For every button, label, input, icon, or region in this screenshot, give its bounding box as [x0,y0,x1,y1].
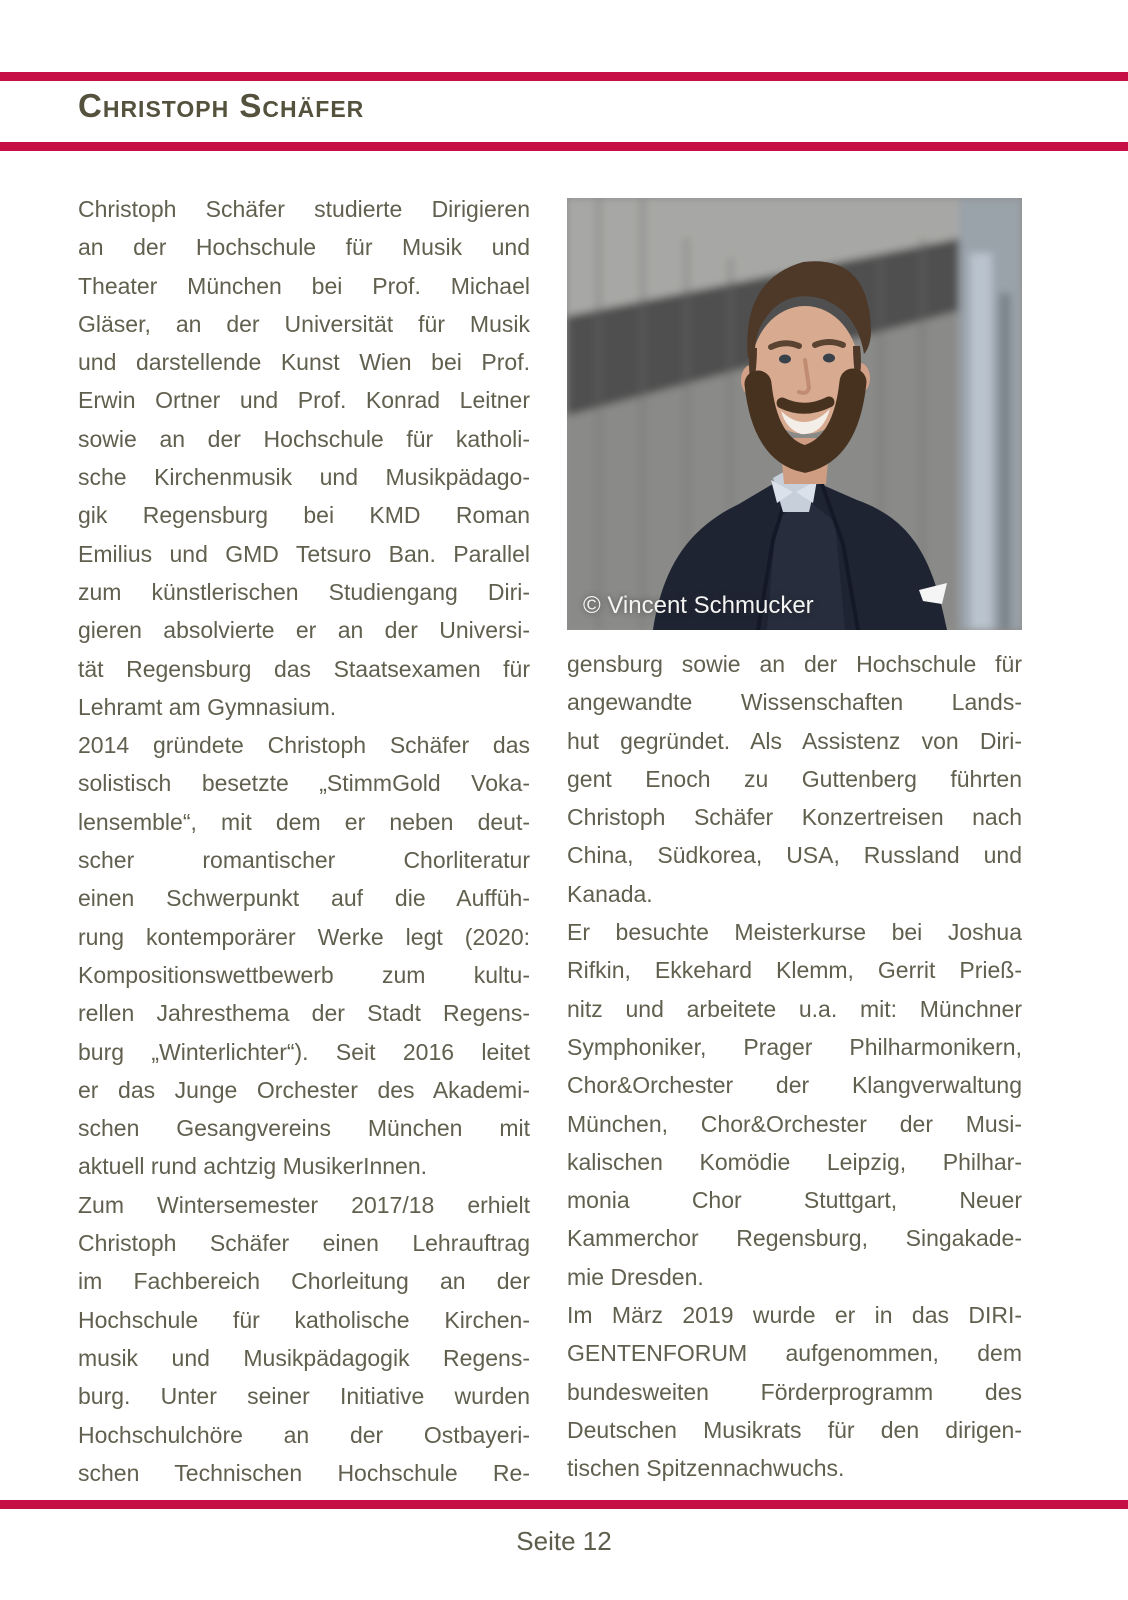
text-line: hut gegründet. Als Assistenz von Diri- [567,727,1022,754]
text-line: schen Gesangvereins München mit [78,1115,530,1142]
text-line: Kompositionswettbewerb zum kultu- [78,961,530,988]
text-line: mie Dresden. [567,1263,704,1290]
footer-rule [0,1500,1128,1509]
text-line: 2014 gründete Christoph Schäfer das [78,732,530,759]
text-line: an der Hochschule für Musik und [78,234,530,261]
text-line: Zum Wintersemester 2017/18 erhielt [78,1191,530,1218]
text-line: monia Chor Stuttgart, Neuer [567,1187,1022,1214]
text-line: gik Regensburg bei KMD Roman [78,502,530,529]
text-line: nitz und arbeitete u.a. mit: Münchner [567,995,1022,1022]
text-line: burg „Winterlichter“). Seit 2016 leitet [78,1038,530,1065]
text-line: rung kontemporärer Werke legt (2020: [78,923,530,950]
text-line: sche Kirchenmusik und Musikpädago- [78,464,530,491]
text-line: Christoph Schäfer Konzertreisen nach [567,804,1022,831]
text-line: sowie an der Hochschule für katholi- [78,425,530,452]
top-rule [0,72,1128,81]
text-line: im Fachbereich Chorleitung an der [78,1268,530,1295]
text-line: Christoph Schäfer einen Lehrauftrag [78,1230,530,1257]
portrait-illustration [567,198,1022,630]
header-rule [0,142,1128,151]
text-line: Symphoniker, Prager Philharmonikern, [567,1033,1022,1060]
text-line: gensburg sowie an der Hochschule für [567,651,1022,677]
text-line: angewandte Wissenschaften Lands- [567,689,1022,716]
left-column [78,190,530,1492]
text-line: scher romantischer Chorliteratur [78,847,530,874]
text-line: China, Südkorea, USA, Russland und [567,842,1022,869]
text-line: burg. Unter seiner Initiative wurden [78,1383,530,1410]
text-line: gent Enoch zu Guttenberg führten [567,765,1022,792]
text-line: lensemble“, mit dem er neben deut- [78,808,530,835]
text-line: Chor&Orchester der Klangverwaltung [567,1072,1022,1099]
text-line: aktuell rund achtzig MusikerInnen. [78,1153,428,1180]
text-line: Hochschulchöre an der Ostbayeri- [78,1421,530,1448]
text-line: tischen Spitzennachwuchs. [567,1455,845,1482]
page-number: Seite 12 [516,1526,612,1556]
text-line: Gläser, an der Universität für Musik [78,310,530,337]
text-line: Deutschen Musikrats für den dirigen- [567,1416,1022,1443]
text-line: Rifkin, Ekkehard Klemm, Gerrit Prieß- [567,957,1022,984]
text-line: er das Junge Orchester des Akademi- [78,1076,530,1103]
text-line: bundesweiten Förderprogramm des [567,1378,1022,1405]
photo-credit: © Vincent Schmucker [583,592,814,619]
text-line: Lehramt am Gymnasium. [78,693,337,720]
text-line: München, Chor&Orchester der Musi- [567,1110,1022,1137]
portrait-photo [567,198,1022,630]
text-line: kalischen Komödie Leipzig, Philhar- [567,1148,1022,1175]
text-line: Er besuchte Meisterkurse bei Joshua [567,919,1022,946]
text-line: GENTENFORUM aufgenommen, dem [567,1340,1022,1367]
page-title: Christoph Schäfer [78,87,365,124]
text-line: gieren absolvierte er an der Universi- [78,617,530,644]
text-line: Kanada. [567,880,653,907]
text-line: rellen Jahresthema der Stadt Regens- [78,1000,530,1027]
text-line: solistisch besetzte „StimmGold Voka- [78,770,530,797]
text-line: schen Technischen Hochschule Re- [78,1459,530,1486]
text-line: Theater München bei Prof. Michael [78,272,530,299]
text-line: Kammerchor Regensburg, Singakade- [567,1225,1022,1252]
right-column [567,645,1022,1488]
text-line: Im März 2019 wurde er in das DIRI- [567,1302,1022,1329]
text-line: Erwin Ortner und Prof. Konrad Leitner [78,387,530,414]
text-line: zum künstlerischen Studiengang Diri- [78,578,530,605]
text-line: und darstellende Kunst Wien bei Prof. [78,349,530,376]
text-line: Emilius und GMD Tetsuro Ban. Parallel [78,540,530,567]
text-line: einen Schwerpunkt auf die Auffüh- [78,885,530,912]
text-line: musik und Musikpädagogik Regens- [78,1344,530,1371]
text-line: tät Regensburg das Staatsexamen für [78,655,530,682]
text-line: Christoph Schäfer studierte Dirigieren [78,196,530,222]
text-line: Hochschule für katholische Kirchen- [78,1306,530,1333]
